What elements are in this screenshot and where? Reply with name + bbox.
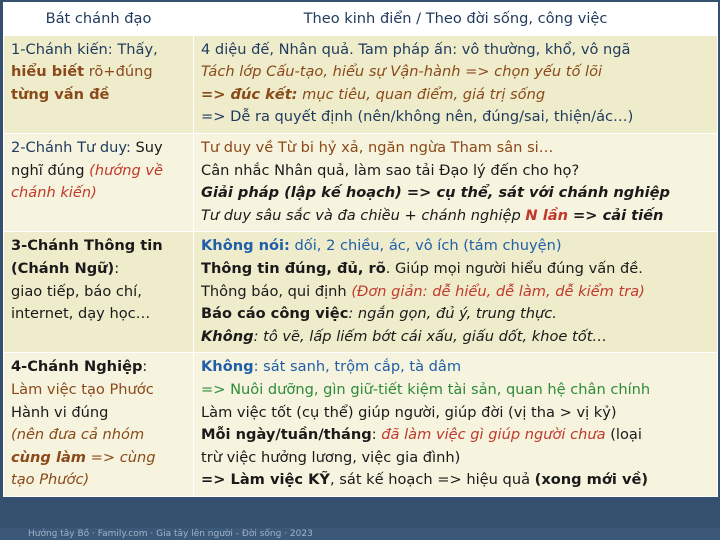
row4-right-line6-end: (xong mới về) <box>534 471 649 489</box>
row4-left-text3: (nên đưa cả nhóm <box>11 426 145 444</box>
row4-right-line1: : sát sanh, trộm cắp, tà dâm <box>253 358 462 376</box>
row4-right-line4: đã làm việc gì giúp người chưa <box>381 426 606 444</box>
row2-right-line4: Tư duy sâu sắc và đa chiều + chánh nghiệp <box>201 206 526 224</box>
row1-right-line2: Tách lớp Cấu-tạo, hiểu sự Vận-hành => chọn yếu tố lõi <box>201 63 603 81</box>
row1-right-cell <box>194 35 718 133</box>
row3-right-line4: : ngắn gọn, đủ ý, trung thực. <box>348 305 557 323</box>
row1-right-line3: mục tiêu, quan điểm, giá trị sống <box>297 85 546 103</box>
row4-right-line4-colon: : <box>371 426 382 444</box>
row4-right-line6-emph: => Làm việc KỸ <box>201 471 330 489</box>
row2-right-line4-emph: N lần <box>525 206 568 224</box>
row3-right-line5: : tô vẽ, lấp liếm bớt cái xấu, giấu dốt, khoe tốt… <box>253 327 608 345</box>
row4-right-line3: Làm việc tốt (cụ thể) giúp người, giúp đời (vị tha > vị kỷ) <box>201 403 617 421</box>
row3-left-colon: : <box>114 259 120 277</box>
row4-left-colon: : <box>142 358 148 376</box>
row2-right-cell <box>194 133 718 231</box>
row3-left-title: 3-Chánh Thông tin <box>11 237 163 255</box>
row4-right-line4-end: (loại <box>605 426 642 444</box>
row3-left-text: giao tiếp, báo chí, <box>11 282 142 300</box>
row3-right-line1-emph: Không nói: <box>201 237 290 255</box>
row3-left-cell <box>4 232 194 353</box>
row2-right-line1: Tư duy về Từ bi hỷ xả, ngăn ngừa Tham sân si… <box>201 138 554 156</box>
row4-left-emph: cùng làm <box>11 448 87 466</box>
row2-left-cell <box>4 133 194 231</box>
header-col2: Theo kinh điển / Theo đời sống, công việc <box>194 3 718 36</box>
row4-right-line6: , sát kế hoạch => hiệu quả <box>330 471 535 489</box>
row3-right-line4-emph: Báo cáo công việc <box>201 305 349 323</box>
row1-left-emph: hiểu biết <box>11 63 85 81</box>
row3-right-line3-emph: (Đơn giản: dễ hiểu, dễ làm, dễ kiểm tra) <box>351 282 645 300</box>
row1-right-line3-emph: => đúc kết: <box>201 85 298 103</box>
table-row <box>4 133 718 231</box>
row3-right-line1: dối, 2 chiều, ác, vô ích (tám chuyện) <box>289 237 562 255</box>
row1-left-text: rõ+đúng <box>84 63 153 81</box>
row3-right-line5-emph: Không <box>201 327 254 345</box>
footer-strip <box>0 528 720 540</box>
row1-right-line1: 4 diệu đế, Nhân quả. Tam pháp ấn: vô thường, khổ, vô ngã <box>201 40 631 58</box>
row1-left-title: 1-Chánh kiến: Thấy, <box>11 40 158 58</box>
row3-left-subtitle: (Chánh Ngữ) <box>11 259 115 277</box>
row4-left-text: Làm việc tạo Phước <box>11 380 154 398</box>
row1-left-cell <box>4 35 194 133</box>
row1-right-line4: => Dễ ra quyết định (nên/không nên, đúng/sai, thiện/ác…) <box>201 108 634 126</box>
row4-right-line1-emph: Không <box>201 358 254 376</box>
row3-left-text2: internet, dạy học… <box>11 305 151 323</box>
header-row <box>4 3 718 36</box>
row4-left-cell <box>4 353 194 497</box>
table-row <box>4 232 718 353</box>
row4-right-line2: => Nuôi dưỡng, gìn giữ-tiết kiệm tài sản, quan hệ chân chính <box>201 380 651 398</box>
row2-left-text2: nghĩ đúng <box>11 161 90 179</box>
row4-right-line4-emph: Mỗi ngày/tuần/tháng <box>201 426 372 444</box>
row2-right-line3: Giải pháp (lập kế hoạch) => cụ thể, sát với chánh nghiệp <box>201 184 670 202</box>
row2-right-line4-end: => cải tiến <box>567 206 664 224</box>
row2-left-text3: chánh kiến) <box>11 184 97 202</box>
row4-left-title: 4-Chánh Nghiệp <box>11 358 143 376</box>
row4-left-text2: Hành vi đúng <box>11 403 109 421</box>
row3-right-cell <box>194 232 718 353</box>
table-row <box>4 353 718 497</box>
row4-right-line5: trừ việc hưởng lương, việc gia đình) <box>201 448 461 466</box>
eightfold-path-table <box>3 2 718 497</box>
row1-left-text2: từng vấn đề <box>11 85 110 103</box>
row2-left-emph: (hướng về <box>89 161 164 179</box>
row2-left-text: Suy <box>130 138 163 156</box>
row3-right-line2-emph: Thông tin đúng, đủ, rõ <box>201 259 386 277</box>
header-col1: Bát chánh đạo <box>4 3 194 36</box>
footer-text: Hướng tây Bồ · Family.com · Gia tây lên người - Đời sống · 2023 <box>28 529 313 539</box>
row3-right-line2: . Giúp mọi người hiểu đúng vấn đề. <box>385 259 643 277</box>
row4-right-cell <box>194 353 718 497</box>
row3-right-line3: Thông báo, qui định <box>201 282 352 300</box>
table-row <box>4 35 718 133</box>
row2-right-line2: Cân nhắc Nhân quả, làm sao tải Đạo lý đến cho họ? <box>201 161 580 179</box>
row2-left-title: 2-Chánh Tư duy: <box>11 138 131 156</box>
row4-left-text4: => cùng <box>86 448 156 466</box>
row4-left-text5: tạo Phước) <box>11 471 90 489</box>
